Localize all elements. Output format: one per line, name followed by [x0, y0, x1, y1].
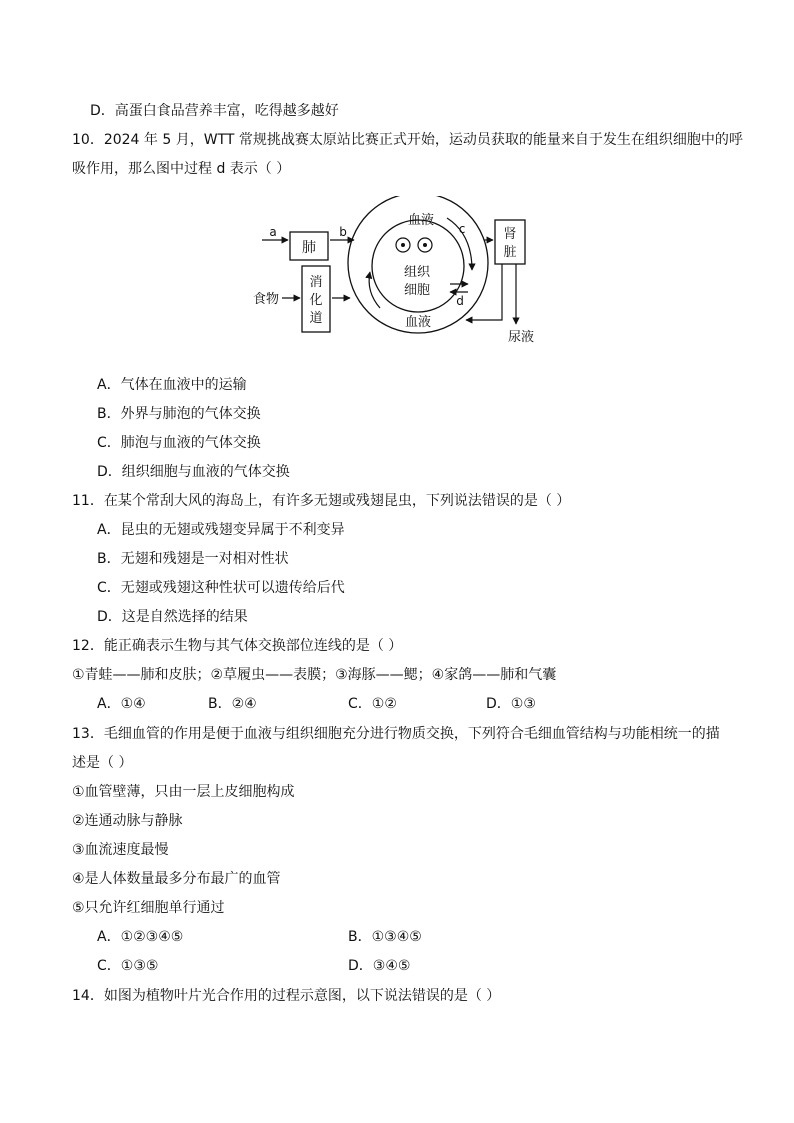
- q13-stem-line2: 述是（ ）: [72, 755, 133, 771]
- circulation-diagram: [240, 196, 550, 346]
- digestive-label-2: 化: [309, 293, 323, 308]
- urine-label: 尿液: [507, 330, 535, 345]
- q13-item-2: ②连通动脉与静脉: [72, 813, 183, 829]
- q12-items: ①青蛙——肺和皮肤；②草履虫——表膜；③海豚——鳃；④家鸽——肺和气囊: [72, 667, 557, 683]
- q11-stem: 11．在某个常刮大风的海岛上，有许多无翅或残翅昆虫，下列说法错误的是（ ）: [72, 493, 571, 509]
- q11-option-a: A．昆虫的无翅或残翅变异属于不利变异: [97, 522, 345, 538]
- food-label: 食物: [252, 292, 280, 307]
- q13-option-c: C．①③⑤: [97, 958, 159, 974]
- label-a: a: [269, 225, 277, 239]
- label-b: b: [339, 225, 347, 239]
- q11-option-c: C．无翅或残翅这种性状可以遗传给后代: [97, 580, 345, 596]
- digestive-label-3: 道: [309, 311, 323, 326]
- kidney-label-1: 肾: [503, 227, 517, 242]
- q11-option-d: D．这是自然选择的结果: [97, 609, 248, 625]
- tissue-label-1: 组织: [403, 265, 431, 280]
- q12-option-b: B．②④: [208, 696, 257, 712]
- q13-option-a: A．①②③④⑤: [97, 929, 184, 945]
- q13-item-1: ①血管壁薄，只由一层上皮细胞构成: [72, 784, 295, 800]
- q10-stem-line1: 10．2024 年 5 月，WTT 常规挑战赛太原站比赛正式开始，运动员获取的能量来自于发生在组织细胞中的呼: [72, 132, 743, 148]
- q13-item-4: ④是人体数量最多分布最广的血管: [72, 871, 281, 887]
- q10-option-a: A．气体在血液中的运输: [97, 377, 247, 393]
- q12-option-c: C．①②: [348, 696, 397, 712]
- q10-stem-line2: 吸作用，那么图中过程 d 表示（ ）: [72, 161, 291, 177]
- q13-option-b: B．①③④⑤: [348, 929, 422, 945]
- label-c: c: [458, 222, 466, 236]
- arrow-kidney-return: [466, 264, 502, 320]
- digestive-label-1: 消: [309, 275, 323, 290]
- q13-stem-line1: 13．毛细血管的作用是便于血液与组织细胞充分进行物质交换，下列符合毛细血管结构与功能相统一的描: [72, 726, 720, 742]
- q10-option-d: D．组织细胞与血液的气体交换: [97, 464, 290, 480]
- q12-option-a: A．①④: [97, 696, 146, 712]
- tissue-label-2: 细胞: [403, 283, 431, 298]
- q12-option-d: D．①③: [486, 696, 536, 712]
- q13-option-d: D．③④⑤: [348, 958, 411, 974]
- q13-item-3: ③血流速度最慢: [72, 842, 169, 858]
- blood-label-top: 血液: [407, 213, 435, 228]
- q12-stem: 12．能正确表示生物与其气体交换部位连线的是（ ）: [72, 638, 403, 654]
- q9-option-d: D．高蛋白食品营养丰富，吃得越多越好: [90, 103, 339, 119]
- blood-label-bottom: 血液: [404, 315, 432, 330]
- lung-label: 肺: [302, 240, 316, 256]
- q14-stem: 14．如图为植物叶片光合作用的过程示意图，以下说法错误的是（ ）: [72, 988, 501, 1004]
- q10-option-c: C．肺泡与血液的气体交换: [97, 435, 261, 451]
- q10-option-b: B．外界与肺泡的气体交换: [97, 406, 261, 422]
- label-d: d: [456, 294, 464, 308]
- kidney-label-2: 脏: [503, 245, 517, 260]
- q13-item-5: ⑤只允许红细胞单行通过: [72, 900, 225, 916]
- q11-option-b: B．无翅和残翅是一对相对性状: [97, 551, 289, 567]
